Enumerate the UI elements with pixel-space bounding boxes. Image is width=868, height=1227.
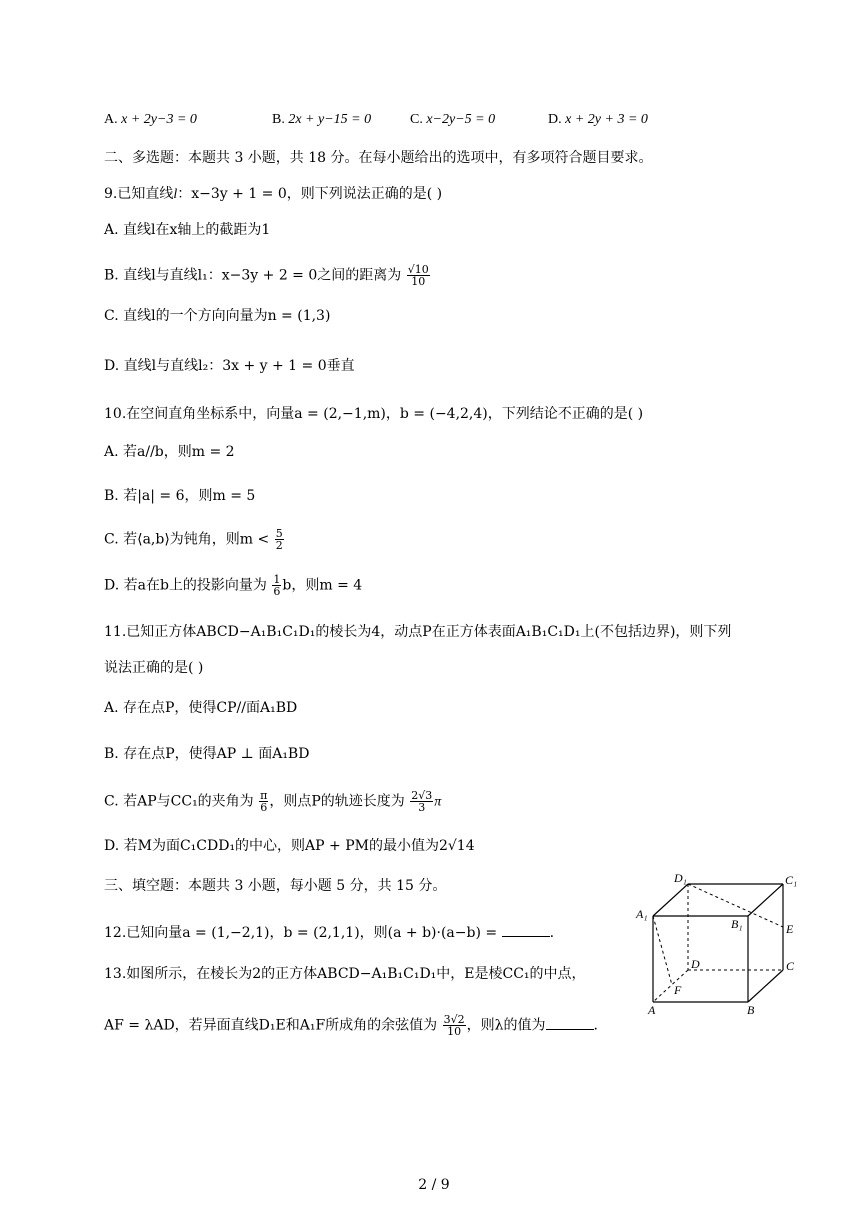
question-10-option-c: C. 若⟨a,b⟩为钝角，则m < $\frac{5}{2}$: [104, 527, 283, 552]
question-11-option-c: C. 若AP与CC₁的夹角为 $\frac{\pi}{6}$ ，则点P的轨迹长度为 $\frac{2√3}{3}$ π: [104, 789, 442, 814]
page-number: 2 / 9: [418, 1177, 450, 1193]
question-10-option-d: D. 若a在b上的投影向量为 $\frac{1}{6}$ b，则m = 4: [104, 573, 363, 598]
q8-option-b: B. 2x + y−15 = 0: [272, 112, 372, 127]
label-d: D: [691, 957, 700, 971]
section-heading-multiple-choice: 二、多选题：本题共 3 小题，共 18 分。在每小题给出的选项中，有多项符合题目要求。: [104, 150, 653, 166]
question-11-option-a: A. 存在点P，使得CP//面A₁BD: [104, 700, 298, 716]
fraction: $\frac{√10}{10}$: [407, 263, 429, 288]
question-9-option-d: D. 直线l与直线l₂：3x + y + 1 = 0垂直: [104, 358, 355, 374]
label-e: E: [786, 922, 794, 936]
question-11-stem-line2: 说法正确的是( ): [104, 660, 204, 676]
edge-c-b: [748, 970, 783, 1002]
question-9-stem: 9.已知直线l：x−3y + 1 = 0，则下列说法正确的是( ): [104, 186, 443, 202]
edge-d-a: [653, 970, 688, 1002]
label-a: A: [648, 1003, 656, 1017]
question-9-option-b: B. 直线l与直线l₁：x−3y + 2 = 0之间的距离为 $\frac{√10}{10}$: [104, 263, 429, 288]
question-13-line1: 13.如图所示，在棱长为2的正方体ABCD−A₁B₁C₁D₁中，E是棱CC₁的中点，: [104, 966, 586, 982]
question-12: 12.已知向量a = (1,−2,1)，b = (2,1,1)，则(a + b)·(a−b) = .: [104, 922, 554, 943]
question-9-option-a: A. 直线l在x轴上的截距为1: [104, 222, 271, 238]
answer-blank: [546, 1015, 594, 1030]
label-a1: A₁: [636, 907, 648, 921]
label-f: F: [674, 983, 682, 997]
question-13-line2: AF = λAD，若异面直线D₁E和A₁F所成角的余弦值为 $\frac{3√2}{10}$ ，则λ的值为 .: [104, 1013, 598, 1038]
question-11-stem-line1: 11.已知正方体ABCD−A₁B₁C₁D₁的棱长为4，动点P在正方体表面A₁B₁C₁D₁上(不包括边界)，则下列: [104, 624, 732, 640]
cube-figure: [628, 868, 808, 1018]
q8-option-a: A. x + 2y−3 = 0: [104, 112, 197, 127]
label-d1: D₁: [674, 871, 687, 885]
question-11-option-b: B. 存在点P，使得AP ⊥ 面A₁BD: [104, 746, 310, 762]
fraction: $\frac{\pi}{6}$: [260, 789, 268, 814]
section-heading-fill-in: 三、填空题：本题共 3 小题，每小题 5 分，共 15 分。: [104, 878, 447, 894]
fraction: $\frac{1}{6}$: [273, 573, 281, 598]
question-10-option-b: B. 若|a| = 6，则m = 5: [104, 488, 256, 504]
fraction: $\frac{5}{2}$: [275, 527, 283, 552]
fraction: $\frac{3√2}{10}$: [443, 1013, 465, 1038]
question-10-option-a: A. 若a//b，则m = 2: [104, 444, 235, 460]
label-c1: C₁: [785, 873, 798, 887]
label-c: C: [786, 959, 795, 973]
fraction: $\frac{2√3}{3}$: [411, 789, 433, 814]
edge-a1-d1: [653, 884, 688, 916]
edge-c1-b1: [748, 884, 783, 916]
answer-blank: [502, 922, 550, 937]
label-b1: B₁: [731, 917, 743, 931]
question-11-option-d: D. 若M为面C₁CDD₁的中心，则AP + PM的最小值为2√14: [104, 838, 475, 854]
q8-option-c: C. x−2y−5 = 0: [410, 112, 496, 127]
question-10-stem: 10.在空间直角坐标系中，向量a = (2,−1,m)，b = (−4,2,4)，下列结论不正确的是( ): [104, 406, 644, 422]
segment-a1-f: [653, 916, 672, 985]
label-b: B: [747, 1003, 755, 1017]
question-9-option-c: C. 直线l的一个方向向量为n = (1,3): [104, 308, 331, 324]
q8-option-d: D. x + 2y + 3 = 0: [548, 112, 648, 127]
